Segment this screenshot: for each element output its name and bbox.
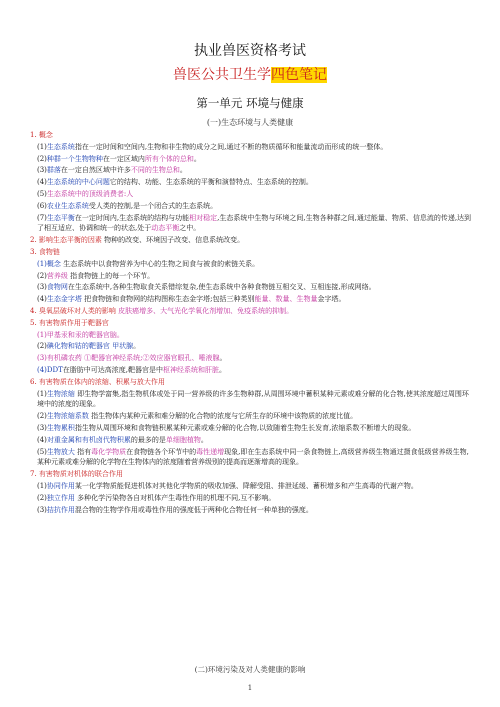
text: 。	[200, 435, 208, 444]
document-title: 执业兽医资格考试	[194, 43, 306, 59]
term: 生物放大	[46, 447, 75, 456]
chapter-title: 第一单元 环境与健康	[196, 96, 304, 110]
para-food-chain-concept	[30, 259, 475, 270]
text: 指在一定时间和空间内,生物和非生物的成分之间,通过不断的物质循环和能量流动而形成的统一整体。	[74, 142, 388, 151]
text: 之中。	[179, 224, 201, 233]
text: 生态系统中以食物营养为中心的生物之间食与被食的索链关系。	[60, 259, 260, 268]
keyword: 不同的生物总和	[130, 166, 180, 175]
term: 生态平衡	[46, 213, 75, 222]
item-num: (2)	[37, 412, 47, 421]
document-subtitle	[0, 64, 500, 84]
keyword: 毒化学物质	[91, 447, 127, 456]
heading-food-chain: 3. 食物链	[30, 247, 60, 256]
term: 生态系统的中心问题	[46, 178, 110, 187]
heading-bioaccumulation: 6. 有害物质在体内的浓缩、积累与放大作用	[30, 377, 165, 386]
text: ,生态系统中生物与环境之间,生物各种群之间,通过能量、物质、信息流的传递,达到了相互适应、协调和统一的状态,处于	[37, 213, 472, 233]
text: 它的结构、功能、生态系统的平衡和演替特点、生态系统的控制。	[109, 178, 313, 187]
item-num: (1)	[37, 389, 47, 398]
item-num: (1)	[37, 142, 47, 151]
term: 种群一个生物物种	[46, 154, 103, 163]
text: 某一化学物质能促进机体对其他化学物质的吸收加强、降解受阻、排泄延缓、蓄积增多和产生高毒的代谢产物。	[74, 481, 418, 490]
term: 对重金属和有机卤代物积累	[46, 435, 131, 444]
heading-concepts: 1. 概念	[30, 131, 53, 139]
section-title: (一)生态环境与人类健康	[206, 118, 294, 127]
heading: 4. 臭氧层破坏对人类的影响	[30, 306, 116, 315]
para-population	[30, 154, 475, 165]
item-num: (3)	[37, 283, 47, 292]
para-bioconcentration	[30, 389, 475, 411]
para-iodide	[30, 341, 475, 352]
text: 指生物从周围环境和食物链积累某种元素或难分解的化合物,以致随着生物生长发育,浓缩系数不断增大的现象。	[74, 423, 416, 432]
para-eco-balance	[30, 213, 475, 235]
heading: 2. 影响生态平衡的因素	[30, 236, 102, 245]
item-num: (4)	[37, 178, 47, 187]
term: 生物累积	[46, 423, 75, 432]
keyword: 皮肤癌增多、大气光化学氧化剂增加、免疫系统的抑制。	[115, 306, 294, 315]
item-num: (2)	[37, 154, 47, 163]
item-num: (2)	[37, 342, 47, 351]
term: 生态系统	[46, 142, 75, 151]
term: 独立作用	[46, 493, 75, 502]
para-heavy-metal	[30, 435, 475, 446]
para-bioaccumulation	[30, 423, 475, 434]
para-ddt	[30, 365, 475, 376]
term: 碘化物和钴的靶器官 甲状腺	[46, 342, 134, 351]
para-synergism	[30, 481, 475, 492]
section-2-title: (二)环境污染及对人类健康的影响	[194, 665, 306, 674]
text: 在一定区域内	[102, 154, 145, 163]
keyword: 毒性递增	[196, 447, 225, 456]
para-trophic-level	[30, 271, 475, 282]
keyword: 动态平衡	[151, 224, 180, 233]
text: 在食物链各个环节中的	[126, 447, 197, 456]
notes-body	[30, 130, 475, 516]
text: 现象,即在生态系统中同一条食物链上,高级营养级生物通过摄食低级营养级生物,某种元素或难分解的化学物在生物体内的浓度随着营养级别的提高而逐渐增高的现象。	[37, 447, 469, 467]
item-num: (3)	[37, 423, 47, 432]
text: 指有	[74, 447, 92, 456]
para-organophosphate	[30, 353, 475, 364]
term: (4)DDT	[37, 365, 63, 374]
para-biomagnification	[30, 447, 475, 469]
para-central-issue	[30, 177, 475, 188]
term: 生态金字塔	[46, 295, 82, 304]
para-ecosystem	[30, 142, 475, 153]
text: 。	[219, 354, 227, 363]
heading-ozone	[30, 306, 475, 317]
item-num: (3)	[37, 505, 47, 514]
para-antagonism	[30, 505, 475, 516]
text: 。	[219, 365, 227, 374]
heading-balance-factors	[30, 235, 475, 246]
para-eco-pyramid	[30, 294, 475, 305]
text: 受人类的控制,是一个闭合式的生态系统。	[88, 201, 218, 210]
text: 的最多的是	[130, 435, 166, 444]
keyword: 营养级	[46, 271, 68, 280]
page-number: 1	[247, 684, 253, 692]
text: 。	[179, 166, 187, 175]
text: 。	[133, 342, 141, 351]
text: 在一定时间内,生态系统的结构与功能	[74, 213, 190, 222]
item-num: (7)	[37, 213, 47, 222]
term: 农业生态系统	[46, 201, 89, 210]
heading-joint-action: 7. 有害物质对机体的联合作用	[30, 470, 123, 479]
keyword: 相对稳定	[189, 213, 218, 222]
term: 生物浓缩系数	[46, 412, 89, 421]
text: 在一定自然区域中许多	[60, 166, 131, 175]
text: 在脂肪中可达高浓度,靶器官是中	[62, 365, 164, 374]
text: 指生物体内某种元素和难分解的化合物的浓度与它所生存的环境中该物质的浓度比值。	[88, 412, 358, 421]
para-bcf	[30, 411, 475, 422]
term: 群落	[46, 166, 61, 175]
keyword: 所有个体的总和	[144, 154, 194, 163]
term: (1)概念	[37, 259, 61, 268]
term: 食物网	[46, 283, 68, 292]
item-num: (3)	[37, 166, 47, 175]
item-num: (2)	[37, 493, 47, 502]
text: 指食物链上的每一个环节。	[67, 271, 155, 280]
text: 即生物学富集,指生物机体或处于同一营养级的许多生物种群,从周围环境中蓄积某种元素或难分解的化合物,使其浓度超过周围环境中的浓度的现象。	[37, 389, 469, 409]
item-num: (5)	[37, 447, 47, 456]
text: 混合物的生物学作用或毒性作用的强度低于两种化合物任何一种单独的强度。	[74, 505, 313, 514]
text: 在生态系统中,各种生物取食关系错综复杂,使生态系统中各种食物链互相交叉、互相连接,形成网络。	[67, 283, 376, 292]
keyword: 枢神经系统和肝脏	[163, 365, 220, 374]
para-agri-ecosystem	[30, 201, 475, 212]
keyword: 能量、数量、生物量	[254, 295, 318, 304]
item-num: (6)	[37, 201, 47, 210]
keyword: (3)有机磷农药 ①靶器官神经系统;②效应器官眼孔、唾液腺	[37, 354, 220, 363]
para-food-web	[30, 282, 475, 293]
item-num: (2)	[37, 271, 47, 280]
text: 把食物链和食物网的结构图称生态金字塔;包括三种类别	[81, 295, 255, 304]
para-community	[30, 165, 475, 176]
heading-target-organs: 5. 有害物质作用于靶器官	[30, 318, 109, 327]
item-num: (5)	[37, 189, 47, 198]
item-num: (4)	[37, 295, 47, 304]
term: 拮抗作用	[46, 505, 75, 514]
keyword: 单细胞植物	[165, 435, 201, 444]
subtitle-highlight: 四色笔记	[271, 67, 327, 83]
text: 。	[193, 154, 201, 163]
term: 生物浓缩	[46, 389, 75, 398]
para-mercury: (1)甲基汞和汞的靶器官脑。	[37, 330, 124, 339]
item-num: (4)	[37, 435, 47, 444]
text: 物种的改变、环境因子改变、信息系统改变。	[101, 236, 245, 245]
term: 协同作用	[46, 481, 75, 490]
para-independent	[30, 493, 475, 504]
text: 金字塔。	[317, 295, 346, 304]
text: 多种化学污染物各自对机体产生毒性作用的机理不同,互不影响。	[74, 493, 276, 502]
para-top-consumer	[30, 189, 475, 200]
keyword: 生态系统中的顶级消费者:人	[46, 189, 134, 198]
item-num: (1)	[37, 481, 47, 490]
subtitle-main: 兽医公共卫生学	[173, 67, 271, 83]
